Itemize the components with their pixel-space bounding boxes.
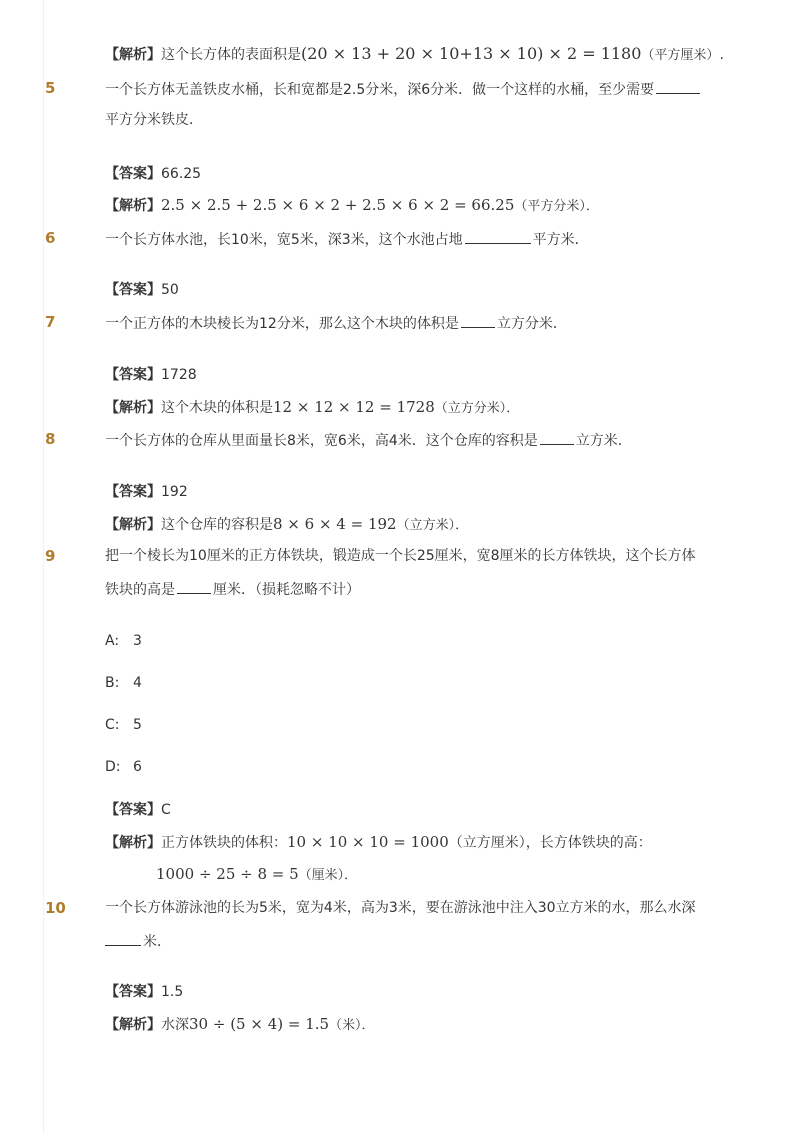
analysis-line: [105, 1014, 725, 1036]
answer-value: 50: [161, 282, 179, 298]
analysis-label: 【解析】: [105, 400, 161, 416]
answer-value: 1728: [161, 367, 197, 383]
answer-line: [105, 365, 725, 385]
question-text-part: 一个长方体水池，长10米，宽5米，深3米，这个水池占地: [105, 232, 463, 248]
answer-label: 【答案】: [105, 484, 161, 500]
analysis-formula: 8 × 6 × 4 = 192: [273, 515, 397, 533]
answer-blank: [177, 578, 211, 594]
analysis-text-2: （立方厘米），长方体铁块的高：: [448, 835, 652, 851]
answer-line: [105, 982, 725, 1002]
analysis-formula-2: 1000 ÷ 25 ÷ 8 = 5: [156, 865, 299, 883]
answer-value: C: [161, 802, 171, 818]
analysis-formula: 30 ÷ (5 × 4) = 1.5: [189, 1015, 330, 1033]
analysis-text: 这个木块的体积是: [161, 400, 273, 416]
question-text: 把一个棱长为10厘米的正方体铁块，锻造成一个长25厘米，宽8厘米的长方体铁块，这个长方体: [105, 548, 696, 564]
question-text-part: 一个正方体的木块棱长为12分米，那么这个木块的体积是: [105, 316, 459, 332]
answer-blank: [105, 930, 141, 946]
question-text: [105, 312, 725, 334]
question-text: [105, 228, 725, 250]
analysis-label: 【解析】: [105, 47, 161, 63]
analysis-formula: 2.5 × 2.5 + 2.5 × 6 × 2 + 2.5 × 6 × 2 = 66.25: [161, 196, 515, 214]
question-text: 一个长方体游泳池的长为5米，宽为4米，高为3米，要在游泳池中注入30立方米的水，那么水深: [105, 900, 696, 916]
analysis-text: 这个长方体的表面积是: [161, 47, 301, 63]
question-text-part: 平方米．: [532, 232, 589, 248]
analysis-formula: 12 × 12 × 12 = 1728: [273, 398, 435, 416]
question-number: 9: [45, 547, 56, 565]
answer-blank: [656, 78, 700, 94]
analysis-unit: （平方分米）．: [514, 199, 599, 214]
option-line: [105, 631, 725, 651]
answer-line: [105, 482, 725, 502]
question-text-part: 一个长方体无盖铁皮水桶，长和宽都是2.5分米，深6分米．做一个这样的水桶，至少需要: [105, 82, 655, 98]
analysis-line-2: [156, 864, 776, 886]
answer-label: 【答案】: [105, 166, 161, 182]
question-text-line2: 平方分米铁皮．: [105, 112, 203, 128]
question-number: 10: [45, 899, 66, 917]
analysis-end: .: [719, 47, 724, 63]
analysis-unit: （平方厘米）: [641, 48, 720, 63]
question-text-part: 厘米．（损耗忽略不计）: [213, 582, 360, 598]
answer-line: [105, 164, 725, 184]
analysis-text: 水深: [161, 1017, 189, 1033]
answer-line: [105, 800, 725, 820]
question-text: [105, 429, 725, 451]
analysis-formula: (20 × 13 + 20 × 10+13 × 10) × 2 = 1180: [301, 44, 642, 63]
option-letter: D:: [105, 759, 121, 775]
option-value: 4: [133, 675, 142, 691]
option-line: [105, 715, 725, 735]
analysis-label: 【解析】: [105, 1017, 161, 1033]
question-text-line2: [105, 578, 725, 600]
answer-blank: [465, 228, 531, 244]
option-value: 6: [133, 759, 142, 775]
analysis-text: 正方体铁块的体积：: [161, 835, 287, 851]
question-text-part: 米．: [143, 934, 171, 950]
question-text-line2: [105, 930, 725, 952]
option-value: 5: [133, 717, 142, 733]
answer-label: 【答案】: [105, 802, 161, 818]
option-letter: A:: [105, 633, 120, 649]
answer-blank: [461, 312, 495, 328]
question-text: [105, 78, 725, 100]
option-value: 3: [133, 633, 142, 649]
option-letter: B:: [105, 675, 120, 691]
analysis-label: 【解析】: [105, 198, 161, 214]
analysis-unit: （立方分米）．: [434, 401, 520, 416]
answer-label: 【答案】: [105, 984, 161, 1000]
analysis-label: 【解析】: [105, 517, 161, 533]
analysis-unit: （厘米）．: [298, 868, 358, 883]
answer-label: 【答案】: [105, 282, 161, 298]
analysis-line: [105, 832, 725, 853]
analysis-unit: （米）．: [329, 1018, 375, 1033]
left-margin-rule: [43, 0, 44, 1133]
analysis-line: [105, 195, 725, 217]
question-text-part: 铁块的高是: [105, 582, 175, 598]
analysis-label: 【解析】: [105, 835, 161, 851]
answer-value: 192: [161, 484, 188, 500]
analysis-line: [105, 397, 725, 419]
question-number: 5: [45, 79, 56, 97]
question-text-part: 一个长方体的仓库从里面量长8米，宽6米，高4米．这个仓库的容积是: [105, 433, 538, 449]
answer-line: [105, 280, 725, 300]
analysis-text: 这个仓库的容积是: [161, 517, 273, 533]
question-text-part: 立方分米．: [496, 316, 567, 332]
analysis-line: [105, 514, 725, 536]
option-letter: C:: [105, 717, 120, 733]
answer-value: 66.25: [161, 166, 202, 182]
answer-blank: [540, 429, 574, 445]
option-line: [105, 757, 725, 777]
option-line: [105, 673, 725, 693]
question-number: 8: [45, 430, 56, 448]
analysis-line: [105, 44, 725, 66]
question-number: 7: [45, 313, 56, 331]
analysis-unit: （立方米）．: [396, 518, 469, 533]
analysis-formula: 10 × 10 × 10 = 1000: [287, 833, 449, 851]
answer-label: 【答案】: [105, 367, 161, 383]
question-number: 6: [45, 229, 56, 247]
question-text-part: 立方米．: [575, 433, 632, 449]
answer-value: 1.5: [161, 984, 184, 1000]
